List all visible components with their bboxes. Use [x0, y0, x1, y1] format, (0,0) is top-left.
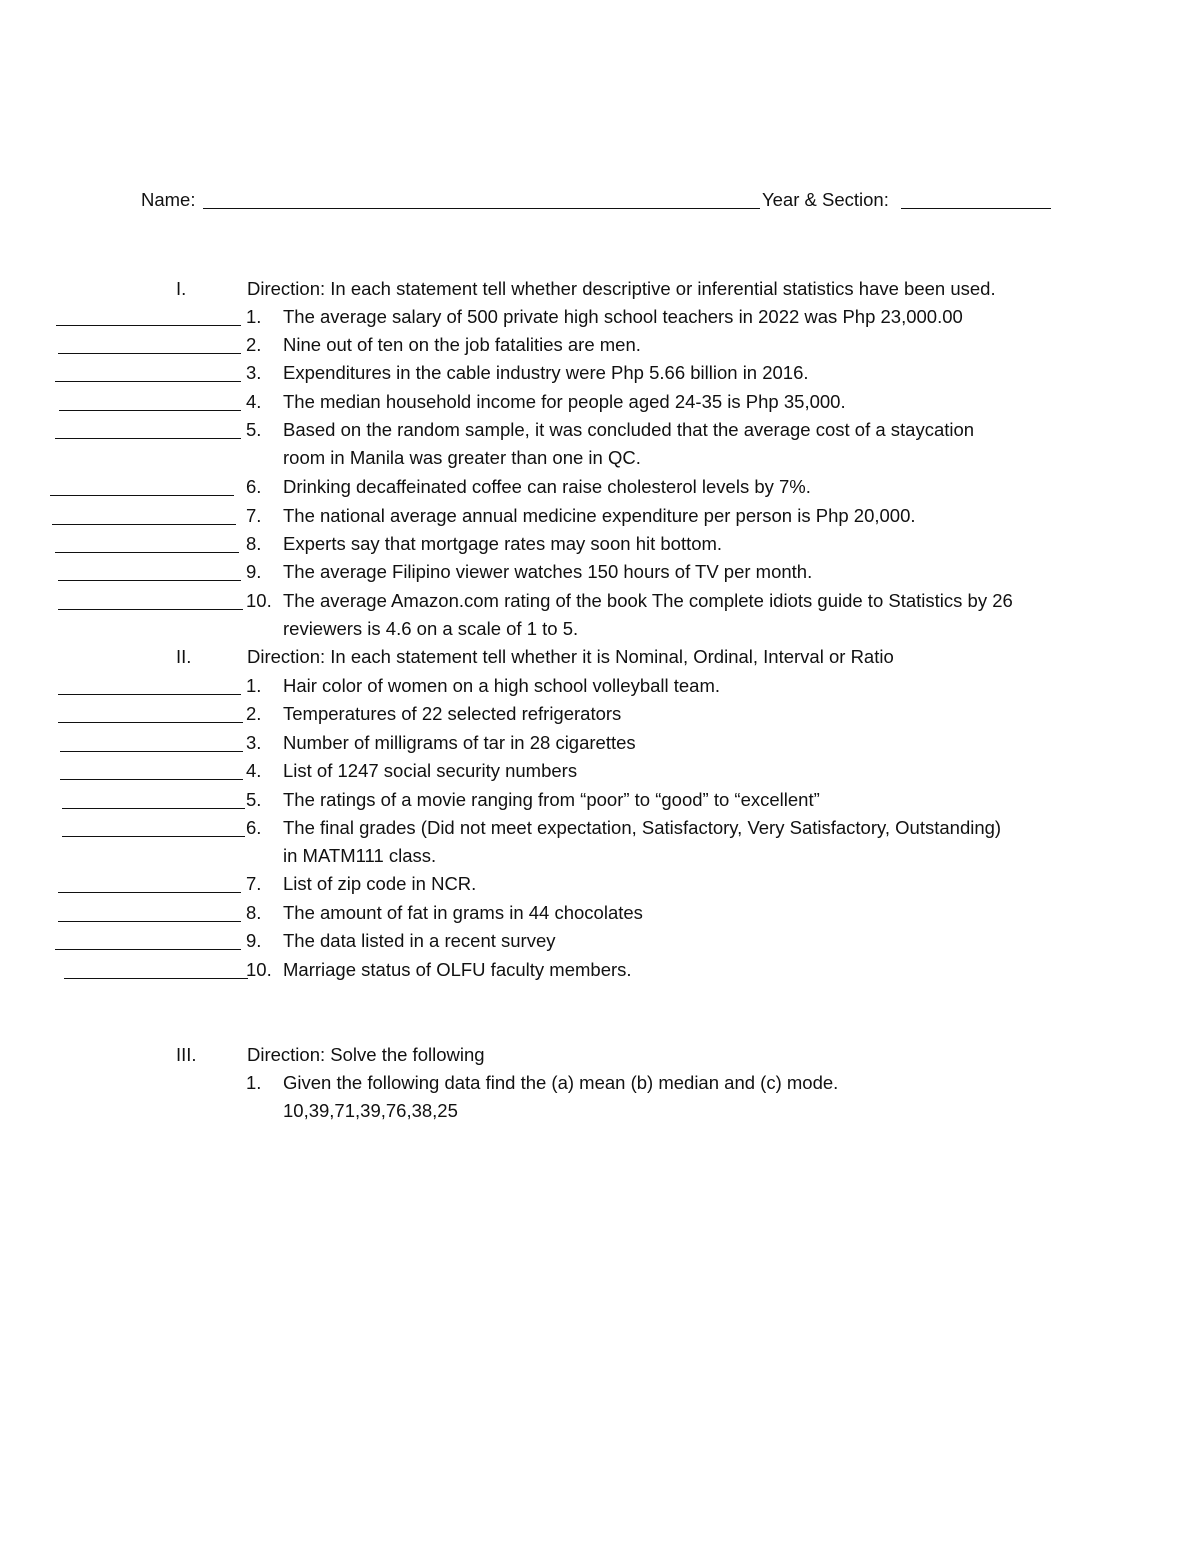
- item-number: 2.: [246, 334, 262, 355]
- item-text-continuation: in MATM111 class.: [283, 845, 437, 866]
- year-section-field[interactable]: [901, 208, 1051, 209]
- item-text: Marriage status of OLFU faculty members.: [283, 959, 632, 980]
- answer-blank[interactable]: [58, 580, 241, 581]
- answer-blank[interactable]: [55, 438, 241, 439]
- item-text: The amount of fat in grams in 44 chocolates: [283, 902, 643, 923]
- item-number: 8.: [246, 902, 262, 923]
- item-text: The average Amazon.com rating of the book The complete idiots guide to Statistics by 26: [283, 590, 1013, 611]
- item-number: 9.: [246, 930, 262, 951]
- item-number: 5.: [246, 419, 262, 440]
- item-text: The ratings of a movie ranging from “poor” to “good” to “excellent”: [283, 789, 820, 810]
- answer-blank[interactable]: [55, 552, 239, 553]
- item-number: 1.: [246, 306, 262, 327]
- item-text: Nine out of ten on the job fatalities are men.: [283, 334, 641, 355]
- item-text: Experts say that mortgage rates may soon hit bottom.: [283, 533, 723, 554]
- item-text: Drinking decaffeinated coffee can raise cholesterol levels by 7%.: [283, 476, 811, 497]
- item-number: 10.: [246, 959, 272, 980]
- item-number: 1.: [246, 1072, 262, 1093]
- item-number: 7.: [246, 873, 262, 894]
- answer-blank[interactable]: [58, 921, 241, 922]
- item-text: Expenditures in the cable industry were Php 5.66 billion in 2016.: [283, 362, 809, 383]
- list-item: [0, 757, 1200, 785]
- item-text: Given the following data find the (a) mean (b) median and (c) mode.: [283, 1072, 839, 1093]
- list-item: [0, 899, 1200, 927]
- list-item: [0, 700, 1200, 728]
- data-set-line: [0, 1097, 1200, 1125]
- list-item-continuation: [0, 615, 1200, 643]
- item-text: The average Filipino viewer watches 150 hours of TV per month.: [283, 561, 813, 582]
- part1-direction: Direction: In each statement tell whether descriptive or inferential statistics have been used.: [247, 278, 996, 299]
- item-number: 1.: [246, 675, 262, 696]
- list-item: [0, 558, 1200, 586]
- part2-numeral: II.: [176, 646, 192, 667]
- answer-blank[interactable]: [58, 694, 241, 695]
- list-item: [0, 1069, 1200, 1097]
- part3-numeral: III.: [176, 1044, 197, 1065]
- item-text: Based on the random sample, it was concluded that the average cost of a staycation: [283, 419, 975, 440]
- list-item: [0, 530, 1200, 558]
- name-field[interactable]: [203, 208, 760, 209]
- item-number: 6.: [246, 817, 262, 838]
- part2-direction: Direction: In each statement tell whether it is Nominal, Ordinal, Interval or Ratio: [247, 646, 894, 667]
- list-item: [0, 359, 1200, 387]
- item-number: 3.: [246, 732, 262, 753]
- item-number: 8.: [246, 533, 262, 554]
- list-item: [0, 786, 1200, 814]
- answer-blank[interactable]: [59, 410, 241, 411]
- list-item: [0, 927, 1200, 955]
- answer-blank[interactable]: [50, 495, 234, 496]
- part1-numeral: I.: [176, 278, 187, 299]
- answer-blank[interactable]: [56, 325, 241, 326]
- item-number: 5.: [246, 789, 262, 810]
- item-text: Number of milligrams of tar in 28 cigarettes: [283, 732, 636, 753]
- answer-blank[interactable]: [58, 892, 241, 893]
- item-text: List of 1247 social security numbers: [283, 760, 578, 781]
- list-item: [0, 729, 1200, 757]
- part2-heading: [0, 643, 1200, 671]
- list-item: [0, 416, 1200, 444]
- list-item: [0, 388, 1200, 416]
- item-text: The data listed in a recent survey: [283, 930, 556, 951]
- answer-blank[interactable]: [60, 779, 243, 780]
- answer-blank[interactable]: [52, 524, 236, 525]
- answer-blank[interactable]: [55, 381, 241, 382]
- item-text: Hair color of women on a high school volleyball team.: [283, 675, 721, 696]
- list-item: [0, 303, 1200, 331]
- answer-blank[interactable]: [58, 353, 241, 354]
- list-item-continuation: [0, 444, 1200, 472]
- item-text: The national average annual medicine expenditure per person is Php 20,000.: [283, 505, 916, 526]
- part3-direction: Direction: Solve the following: [247, 1044, 485, 1065]
- item-text-continuation: reviewers is 4.6 on a scale of 1 to 5.: [283, 618, 579, 639]
- list-item: [0, 870, 1200, 898]
- list-item: [0, 587, 1200, 615]
- list-item: [0, 814, 1200, 842]
- list-item: [0, 473, 1200, 501]
- list-item: [0, 502, 1200, 530]
- item-number: 6.: [246, 476, 262, 497]
- answer-blank[interactable]: [58, 609, 243, 610]
- item-number: 2.: [246, 703, 262, 724]
- list-item: [0, 672, 1200, 700]
- answer-blank[interactable]: [64, 978, 248, 979]
- item-number: 10.: [246, 590, 272, 611]
- part1-heading: [0, 275, 1200, 303]
- year-section-label: Year & Section:: [762, 189, 889, 210]
- item-text: List of zip code in NCR.: [283, 873, 477, 894]
- item-text: The final grades (Did not meet expectation, Satisfactory, Very Satisfactory, Outstanding): [283, 817, 1002, 838]
- answer-blank[interactable]: [55, 949, 241, 950]
- item-text-continuation: room in Manila was greater than one in QC.: [283, 447, 641, 468]
- item-number: 4.: [246, 760, 262, 781]
- list-item: [0, 956, 1200, 984]
- answer-blank[interactable]: [62, 808, 245, 809]
- answer-blank[interactable]: [62, 836, 245, 837]
- name-label: Name:: [141, 189, 196, 210]
- item-text: The average salary of 500 private high school teachers in 2022 was Php 23,000.00: [283, 306, 963, 327]
- answer-blank[interactable]: [58, 722, 243, 723]
- list-item: [0, 331, 1200, 359]
- item-number: 7.: [246, 505, 262, 526]
- item-text: The median household income for people aged 24-35 is Php 35,000.: [283, 391, 846, 412]
- data-set-values: 10,39,71,39,76,38,25: [283, 1100, 458, 1121]
- item-number: 9.: [246, 561, 262, 582]
- item-number: 4.: [246, 391, 262, 412]
- answer-blank[interactable]: [60, 751, 243, 752]
- part3-heading: [0, 1041, 1200, 1069]
- list-item-continuation: [0, 842, 1200, 870]
- item-text: Temperatures of 22 selected refrigerators: [283, 703, 622, 724]
- item-number: 3.: [246, 362, 262, 383]
